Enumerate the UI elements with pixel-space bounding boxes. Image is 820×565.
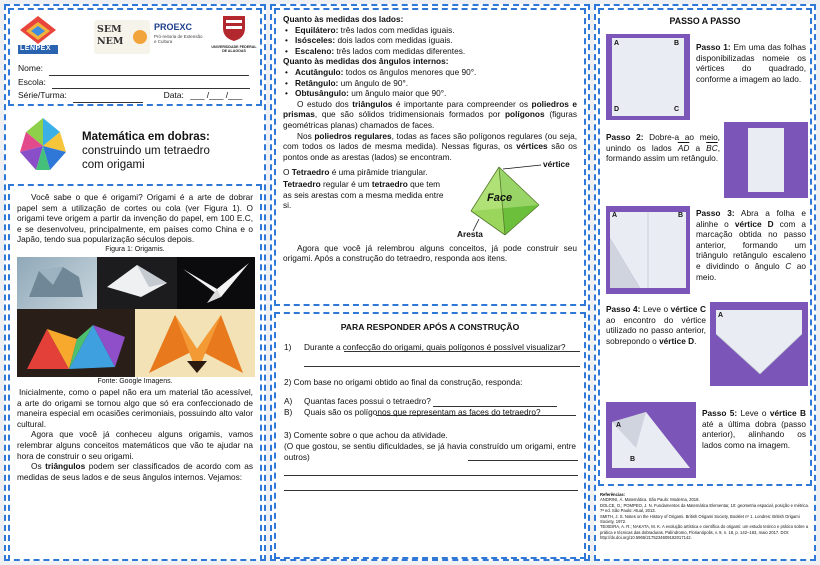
- sides-list: [283, 25, 577, 57]
- column-left: [4, 4, 266, 561]
- step-2-text: Passo 2: Dobre-a ao meio, unindo os lados $\overline{AD}$ a $\overline{BC}$, formando assim um retângulo.: [606, 132, 720, 164]
- intro-paragraph-4: Os triângulos podem ser classificados de acordo com as medidas de seus lados e de seus ângulos internos. Vejamos:: [17, 461, 253, 482]
- intro-box: [8, 184, 262, 561]
- step-2-photo: [724, 122, 808, 198]
- proexc-logo: [154, 22, 206, 50]
- questions-box: [274, 312, 586, 559]
- name-label: Nome:: [18, 63, 44, 73]
- step-1-text: Passo 1: Em uma das folhas disponibilizadas nomeie os vértices do quadrado, conforme a imagem ao lado.: [696, 42, 806, 84]
- origami-fox-photo: [135, 309, 255, 377]
- origami-logo-icon: [14, 116, 72, 174]
- answer-line[interactable]: [304, 358, 580, 367]
- answer-line[interactable]: [468, 452, 578, 461]
- reference-item: ANDRINI, Á. Matemática. São Paulo: Moderna, 2018.: [600, 497, 700, 503]
- tetrahedron-definition: O Tetraedro é uma pirâmide triangular.: [283, 166, 428, 177]
- figure-caption: Figura 1: Origamis.: [105, 246, 165, 254]
- figure-source: Fonte: Google Imagens.: [97, 378, 173, 385]
- intro-paragraph-3: Agora que você já conheceu alguns origamis, vamos relembrar alguns conceitos matemáticos que vão te ajudar na hora de construir o seu origami.: [17, 429, 253, 461]
- references-box: [600, 492, 810, 561]
- tetrahedron-text: [283, 167, 451, 211]
- step-4-photo: A: [710, 302, 808, 386]
- origami-elephant-photo: [17, 257, 97, 309]
- list-item: • Equilátero: três lados com medidas iguais.: [283, 25, 577, 36]
- paper-square: [612, 38, 684, 116]
- page-title-bold: Matemática em dobras:: [82, 131, 210, 143]
- lenpex-logo: [16, 14, 60, 56]
- list-item: • Isósceles: dois lados com medidas iguais.: [283, 35, 577, 46]
- question-2a: A) Quantas faces possui o tetraedro?: [284, 396, 576, 407]
- page-title: [82, 130, 258, 172]
- angles-title: Quanto às medidas dos ângulos internos:: [283, 56, 449, 67]
- list-item: • Acutângulo: todos os ângulos menores que 90°.: [283, 67, 577, 78]
- page-title-line3: com origami: [82, 159, 145, 171]
- sem-nem-logo-text: SEM NEM: [97, 24, 124, 47]
- student-form: [18, 62, 256, 103]
- reference-item: DOLCE, O.; POMPEO, J. N. Fundamentos da Matemática Elementar, 10: geometria espacial, posição e métrica. 7ª ed. São Paulo: Atual, 2013.: [600, 502, 809, 514]
- origami-crane-photo: [177, 257, 255, 309]
- edge-label: Aresta: [457, 228, 483, 239]
- step-3-text: Passo 3: Abra a folha e alinhe o vértice D com a marcação obtida no passo anterior, formando um triângulo retângulo escaleno e dividindo o ângulo C ao meio.: [696, 208, 807, 282]
- regular-tetrahedron-definition: Tetraedro regular é um tetraedro que tem as seis arestas com a mesma medida entre si.: [283, 179, 444, 211]
- ufal-logo-text: UNIVERSIDADE FEDERAL DE ALAGOAS: [211, 44, 257, 54]
- reference-item: TEIXEIRA, A. R.; NAKATA, M. K. A evolução artística e científica do origami: um estudo teórico e prático sobre a prática e técnicas das dobraduras. Palíndromo, Florianópolis, v. 9, n. 18, p. 142–163, maio 2017. DOI: http://dx.doi.org/10.5965/2175234609182017142.: [600, 524, 809, 541]
- class-field[interactable]: [73, 94, 143, 103]
- answer-line[interactable]: [284, 467, 578, 476]
- vertex-label: vértice: [543, 158, 570, 169]
- references-title: Referências:: [600, 492, 626, 497]
- step-5-text: Passo 5: Leve o vértice B até a última dobra (passo anterior), alinhando os lados como na imagem.: [702, 408, 806, 450]
- list-item: • Escaleno: três lados com medidas diferentes.: [283, 46, 577, 57]
- question-3: 3) Comente sobre o que achou da atividade.: [284, 430, 448, 441]
- ufal-shield-icon: [221, 14, 247, 42]
- step-1-photo: A B D C: [606, 34, 690, 120]
- list-item: • Retângulo: um ângulo de 90°.: [283, 78, 577, 89]
- step-5-photo: A B: [606, 402, 696, 478]
- answer-line[interactable]: [433, 398, 557, 407]
- question-2b: B) Quais são os polígonos que representam as faces do tetraedro?: [284, 407, 576, 417]
- step-4-text: Passo 4: Leve o vértice C ao encontro do vértice utilizado no passo anterior, sobrepondo o vértice D.: [606, 304, 706, 346]
- logo-row: [14, 14, 258, 58]
- name-row: [18, 62, 256, 76]
- origami-figure: [17, 257, 255, 377]
- question-2: 2) Com base no origami obtido ao final da construção, responda:: [284, 376, 523, 387]
- class-date-row: [18, 89, 256, 103]
- face-label: Face: [487, 191, 513, 204]
- proexc-logo-sub: Pró-reitoria de Extensão e Cultura: [154, 33, 203, 45]
- concepts-paragraph-2: Nos poliedros regulares, todas as faces são polígonos regulares (ou seja, com todos os lados de mesma medida). Nessas figuras, os vértices são os pontos onde as arestas (lados) se encontram.: [283, 130, 577, 162]
- origami-dragon-photo: [97, 257, 177, 309]
- angles-list: [283, 67, 577, 99]
- questions-title: PARA RESPONDER APÓS A CONSTRUÇÃO: [340, 322, 520, 332]
- steps-title: PASSO A PASSO: [669, 16, 741, 26]
- triangles-term: triângulos: [45, 461, 86, 472]
- header-box: [8, 8, 262, 106]
- school-label: Escola:: [18, 76, 46, 87]
- title-block: [8, 114, 262, 178]
- lenpex-logo-text: LENPEX: [20, 45, 52, 52]
- name-field[interactable]: [49, 67, 249, 76]
- sides-title: Quanto às medidas dos lados:: [283, 14, 404, 24]
- page-title-line2: construindo um tetraedro: [82, 145, 210, 157]
- sem-nem-logo: [94, 20, 150, 54]
- concepts-paragraph-1: O estudo dos triângulos é importante para compreender os poliedros e prismas, que são sólidos tridimensionais formados por polígonos (figuras geométricas planas) chamados de faces.: [283, 98, 577, 131]
- school-field[interactable]: [52, 80, 250, 89]
- tetrahedron-diagram: [453, 158, 586, 241]
- class-label: Série/Turma:: [18, 90, 67, 100]
- concepts-box: [274, 8, 586, 306]
- question-1: 1) Durante a confecção do origami, quais polígonos é possível visualizar?: [284, 342, 576, 367]
- tetrahedron-section: [283, 158, 577, 239]
- proexc-logo-text: PROEXC: [154, 22, 193, 32]
- column-middle: [270, 4, 590, 561]
- date-label: Data:: [163, 90, 184, 100]
- paper-rectangle: [748, 128, 784, 192]
- steps-box: [598, 8, 812, 486]
- list-item: • Obtusângulo: um ângulo maior que 90°.: [283, 88, 577, 99]
- concepts-paragraph-3: Agora que você já relembrou alguns conceitos, já pode construir seu origami. Após a construção do tetraedro, responda aos itens.: [283, 242, 577, 264]
- step-3-photo: A B: [606, 206, 690, 294]
- question-3-sub: (O que gostou, se sentiu dificuldades, se já havia construído um origami, entre outros): [284, 441, 576, 462]
- column-right: [594, 4, 816, 561]
- origami-polyhedra-photo: [17, 309, 135, 377]
- ufal-logo: [210, 14, 258, 58]
- intro-paragraph-1: Você sabe o que é origami? Origami é a arte de dobrar papel sem a utilização de cortes ou cola (ver Figura 1). O origami teve origem a partir da invenção do papel, em 100 E.C, e se desenvolveu, principalmente, em países como China e o Japão, tendo sua popularização séculos depois.: [17, 192, 253, 245]
- intro-paragraph-2: Inicialmente, como o papel não era um material tão acessível, a arte do origami se tornou algo que só era confeccionado de maneira especial em ocasiões cerimoniais, possuindo alto valor cultural.: [17, 386, 253, 429]
- school-row: [18, 76, 256, 90]
- date-field[interactable]: ___ /___ /___: [190, 90, 243, 100]
- answer-line[interactable]: [284, 482, 578, 491]
- reference-item: SMITH, J. S. Notes on the History of Origami. British Origami Society, Booklet nº 1. Londres: British Origami Society, 1972.: [600, 513, 800, 525]
